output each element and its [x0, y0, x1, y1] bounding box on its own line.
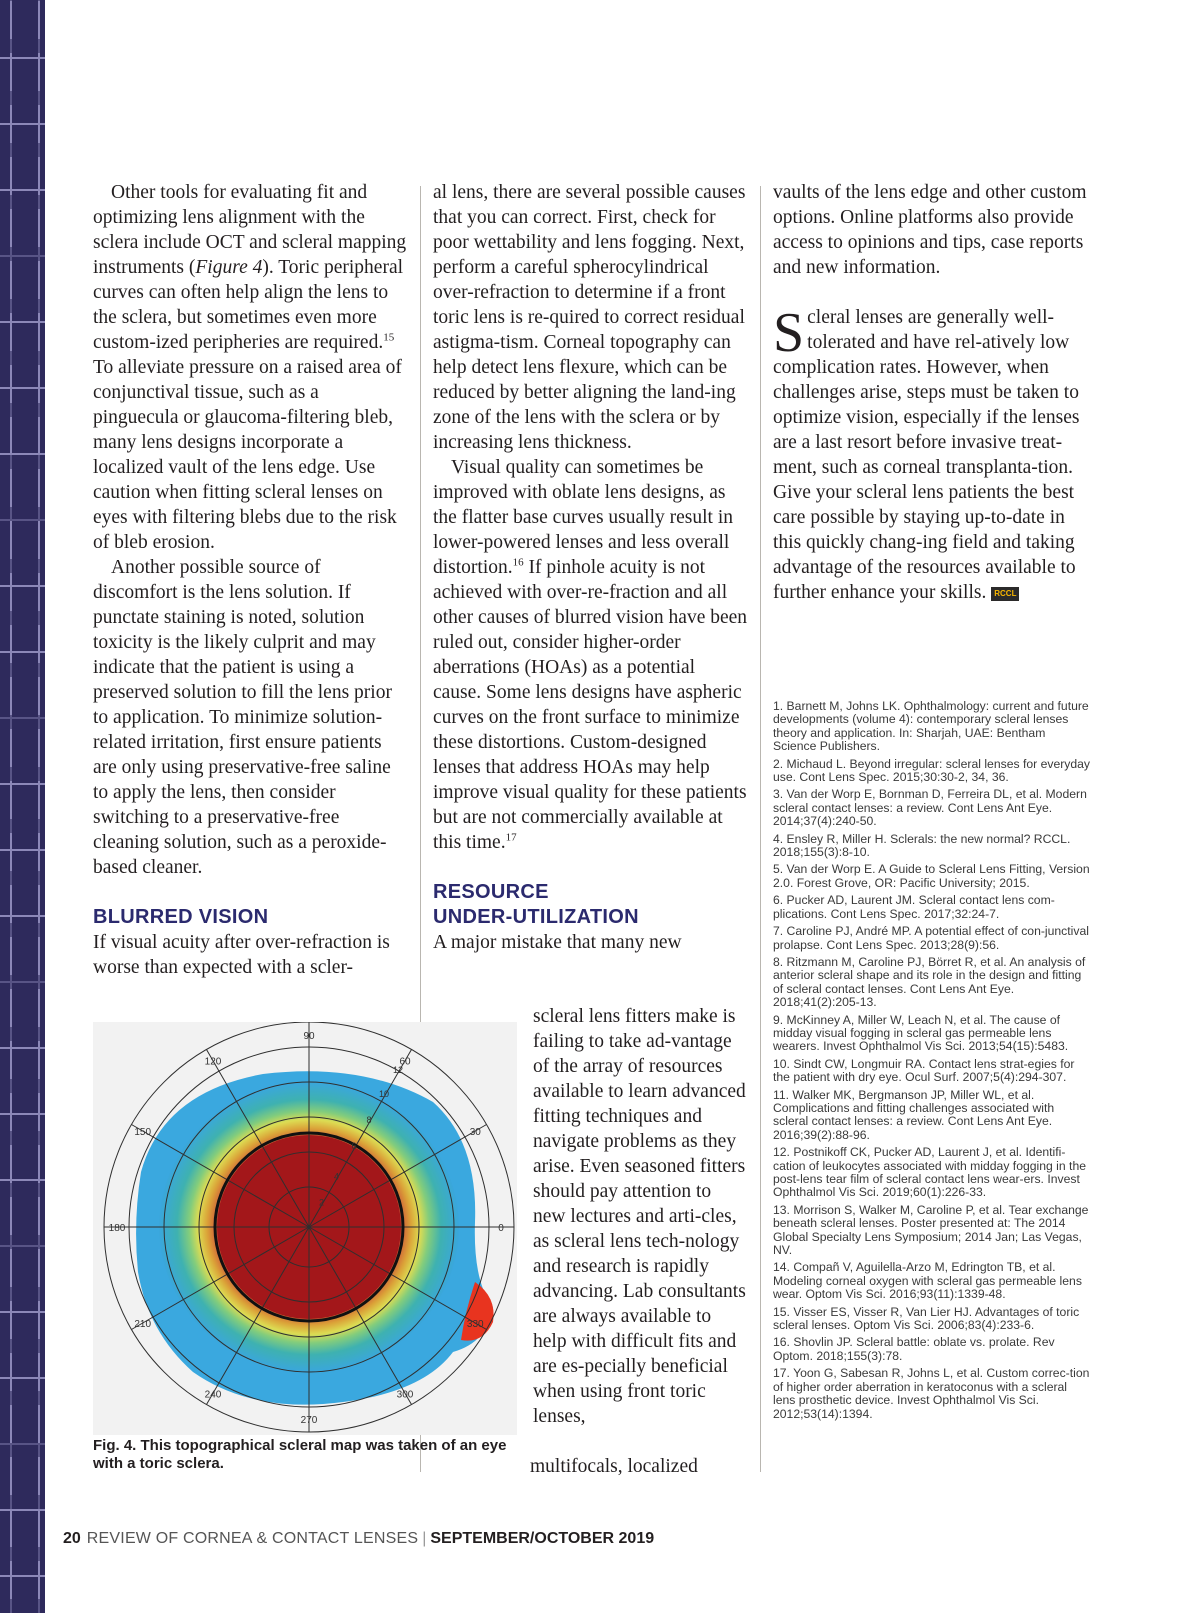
reference-list: [773, 700, 1091, 1421]
angle-label: 240: [204, 1389, 222, 1401]
section-heading: RESOURCE: [433, 881, 549, 903]
reference-item: 1. Barnett M, Johns LK. Ophthalmology: current and future developments (volume 4): contemporary scleral lenses theory and application. In: Sharjah, UAE: Bentham Science Publishers.: [773, 699, 1089, 754]
paragraph: Another possible source of discomfort is the lens solution. If punctate staining is noted, solution toxicity is the likely culprit and may indicate that the patient is using a preserved solution to fill the lens prior to application. To minimize solution-related irritation, first ensure patients are only using preservative-free saline to apply the lens, then consider switching to a preservative-free cleaning solution, such as a peroxide-based cleaner.: [93, 557, 392, 878]
figure-caption: Fig. 4. This topographical scleral map was taken of an eye with a toric sclera.: [93, 1437, 507, 1472]
reference-item: 3. Van der Worp E, Bornman D, Ferreira DL, et al. Modern scleral contact lenses: a review. Cont Lens Ant Eye. 2014;37(4):240-50.: [773, 787, 1087, 829]
footer-separator: |: [422, 1530, 427, 1547]
column-3: [773, 180, 1091, 605]
angle-label: 150: [134, 1127, 152, 1138]
rccl-logo-badge: RCCL: [991, 587, 1019, 601]
issue-date: SEPTEMBER/OCTOBER 2019: [430, 1530, 655, 1547]
drop-cap: S: [773, 302, 805, 364]
paragraph: Scleral lenses are generally well-tolerated and have rel-atively low complication rates. However, when challenges arise, steps must be taken to optimize vision, especially if the lenses are a last resort before invasive treat-ment, such as corneal transplanta-tion. Give your scleral lens patients the best care possible by staying up-to-date in this quickly chang-ing field and taking advantage of the resources available to further enhance your skills. RCCL: [773, 302, 1080, 603]
angle-label: 210: [134, 1319, 152, 1330]
reference-item: 12. Postnikoff CK, Pucker AD, Laurent J, et al. Identifi-cation of leukocytes associated with midday fogging in the post-lens tear film of scleral contact lens wear-ers. Invest Ophthalmol Vis Sci. 2019;60(1):226-33.: [773, 1145, 1086, 1200]
references: [773, 700, 1091, 1425]
reference-item: 13. Morrison S, Walker M, Caroline P, et al. Tear exchange beneath scleral lenses. Poster presented at: The 2014 Global Specialty Lens Symposium; 2014 Jan; Las Vegas, NV.: [773, 1202, 1089, 1258]
reference-item: 14. Compañ V, Aguilella-Arzo M, Edrington TB, et al. Modeling corneal oxygen with scleral gas permeable lens wear. Optom Vis Sci. 2016;93(11):1339-48.: [773, 1260, 1082, 1302]
topography-map: [93, 1022, 517, 1435]
paragraph: Visual quality can sometimes be improved with oblate lens designs, as the flatter base curves usually result in lower-powered lenses and less overall distortion.$^{16}$ If pinhole acuity is not achieved with over-re-fraction and all other causes of blurred vision have been ruled out, consider higher-order aberrations (HOAs) as a potential cause. Some lens designs have aspheric curves on the front surface to minimize these distortions. Custom-designed lenses that address HOAs may help improve visual quality for these patients but are not commercially available at this time.$^{17}$: [433, 457, 748, 853]
angle-label: 30: [469, 1127, 481, 1138]
ring-label: 2: [318, 1197, 325, 1208]
section-heading: BLURRED VISION: [93, 906, 269, 928]
citation: 16: [512, 556, 524, 569]
citation: 17: [505, 831, 517, 844]
column-1: [93, 180, 409, 980]
paragraph: al lens, there are several possible causes that you can correct. First, check for poor wettability and lens fogging. Next, perform a careful spherocylindrical over-refraction to determine if a front toric lens is re-quired to correct residual astigma-tism. Corneal topography can help detect lens flexure, which can be reduced by better aligning the land-ing zone of the lens with the sclera or by increasing lens thickness.: [433, 182, 746, 453]
paragraph: vaults of the lens edge and other custom options. Online platforms also provide access to opinions and tips, case reports and new information.: [773, 182, 1087, 278]
reference-item: 2. Michaud L. Beyond irregular: scleral lenses for everyday use. Cont Lens Spec. 2015;30:30-2, 34, 36.: [773, 756, 1091, 785]
ring-label: 12: [392, 1064, 404, 1075]
page-footer: [63, 1530, 654, 1548]
figure-reference[interactable]: Figure 4: [195, 257, 263, 278]
ring-label: 6: [351, 1141, 357, 1152]
reference-item: 10. Sindt CW, Longmuir RA. Contact lens strat-egies for the patient with dry eye. Ocul Surf. 2007;5(4):294-307.: [773, 1056, 1075, 1085]
ring-label: 8: [366, 1115, 372, 1126]
reference-item: 4. Ensley R, Miller H. Sclerals: the new normal? RCCL. 2018;155(3):8-10.: [773, 831, 1071, 860]
publication-name: REVIEW OF CORNEA & CONTACT LENSES: [86, 1530, 419, 1547]
reference-item: 5. Van der Worp E. A Guide to Scleral Lens Fitting, Version 2.0. Forest Grove, OR: Pacific University; 2015.: [773, 862, 1090, 890]
paragraph: scleral lens fitters make is failing to take ad-vantage of the array of resources available to learn advanced fitting techniques and navigate problems as they arise. Even seasoned fitters should pay attention to new lectures and arti-cles, as scleral lens tech-nology and research is rapidly advancing. Lab consultants are always available to help with difficult fits and are es-pecially beneficial when using front toric lenses,: [533, 1006, 746, 1427]
column-2: [433, 180, 748, 955]
reference-item: 15. Visser ES, Visser R, Van Lier HJ. Advantages of toric scleral lenses. Optom Vis Sci. 2006;83(4):233-6.: [773, 1304, 1080, 1333]
angle-label: 330: [466, 1319, 484, 1330]
page-number: 20: [63, 1530, 81, 1547]
angle-label: 300: [396, 1389, 414, 1401]
reference-item: 17. Yoon G, Sabesan R, Johns L, et al. Custom correc-tion of higher order aberration in keratoconus with a scleral lens prosthetic device. Invest Ophthalmol Vis Sci. 2012;53(14):1394.: [773, 1366, 1090, 1421]
angle-label: 90: [303, 1031, 315, 1042]
angle-label: 120: [204, 1056, 222, 1068]
reference-item: 9. McKinney A, Miller W, Leach N, et al. The cause of midday visual fogging in scleral gas permeable lens wearers. Invest Ophthalmol Vis Sci. 2013;54(15):5483.: [773, 1012, 1069, 1054]
angle-label: 180: [108, 1223, 126, 1234]
paragraph: Other tools for evaluating fit and optimizing lens alignment with the sclera include OCT and scleral mapping instruments (Figure 4). Toric peripheral curves can often help align the lens to the sclera, but sometimes even more custom-ized peripheries are required.$^{15}$ To alleviate pressure on a raised area of conjunctival tissue, such as a pinguecula or glaucoma-filtering bleb, many lens designs incorporate a localized vault of the lens edge. Use caution when fitting scleral lenses on eyes with filtering blebs due to the risk of bleb erosion.: [93, 182, 407, 553]
reference-item: 11. Walker MK, Bergmanson JP, Miller WL, et al. Complications and fitting challenges associated with scleral contact lenses: a review. Cont Lens Ant Eye. 2016;39(2):88-96.: [773, 1087, 1055, 1142]
reference-item: 7. Caroline PJ, André MP. A potential effect of con-junctival prolapse. Cont Lens Spec. 2013;28(9):56.: [773, 924, 1089, 952]
decorative-border: [0, 0, 45, 1613]
reference-item: 16. Shovlin JP. Scleral battle: oblate vs. prolate. Rev Optom. 2018;155(3):78.: [773, 1335, 1055, 1363]
scleral-topography-figure: [93, 1022, 517, 1435]
section-heading: UNDER-UTILIZATION: [433, 906, 639, 928]
angle-label: 0: [498, 1223, 504, 1234]
ring-label: 10: [378, 1089, 390, 1100]
paragraph-tail: multifocals, localized: [530, 1456, 698, 1477]
citation: 15: [383, 331, 395, 344]
reference-item: 6. Pucker AD, Laurent JM. Scleral contact lens com-plications. Cont Lens Spec. 2017;32:24-7.: [773, 893, 1055, 921]
reference-item: 8. Ritzmann M, Caroline PJ, Börret R, et al. An analysis of anterior scleral shape and its role in the design and fitting of scleral contact lenses. Cont Lens Ant Eye. 2018;41(2):205-13.: [773, 954, 1086, 1010]
angle-label: 270: [300, 1415, 318, 1426]
paragraph: If visual acuity after over-refraction is worse than expected with a scler-: [93, 932, 390, 978]
ring-label: 4: [333, 1171, 340, 1182]
paragraph: A major mistake that many new: [433, 932, 682, 953]
wrapped-paragraph: [533, 1004, 748, 1429]
column-divider: [760, 186, 761, 1472]
angle-label: 60: [399, 1056, 411, 1068]
